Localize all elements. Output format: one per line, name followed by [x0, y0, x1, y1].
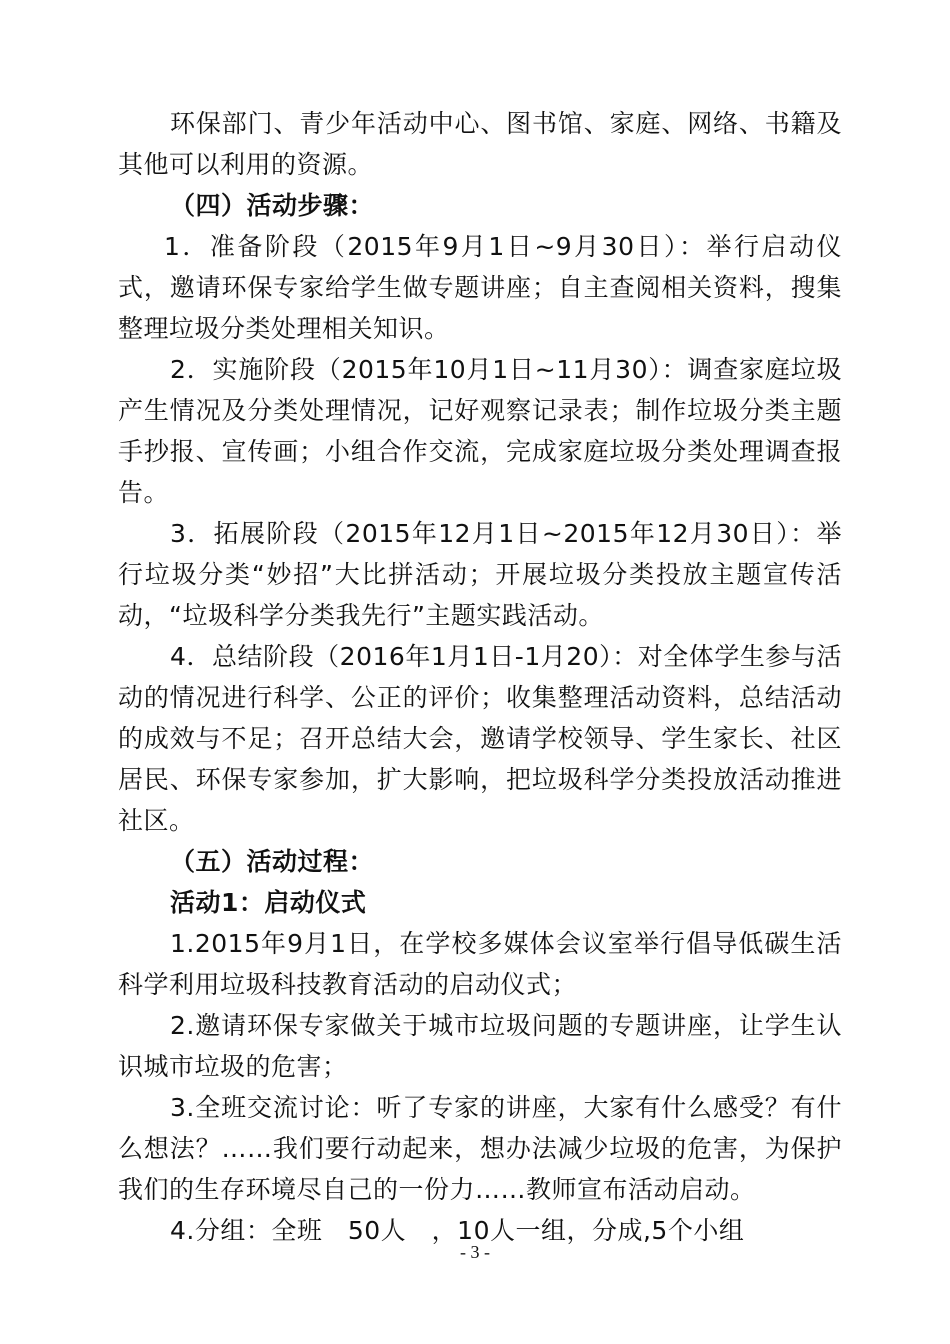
- heading-activity-steps: （四）活动步骤：: [170, 191, 375, 220]
- paragraph-item-2: 2.邀请环保专家做关于城市垃圾问题的专题讲座，让学生认识城市垃圾的危害；: [118, 1011, 842, 1081]
- heading-activity-1: 活动1：启动仪式: [170, 888, 367, 917]
- paragraph-step-preparation: 1．准备阶段（2015年9月1日~9月30日）：举行启动仪式，邀请环保专家给学生做专题讲座；自主查阅相关资料，搜集整理垃圾分类处理相关知识。: [118, 232, 842, 343]
- paragraph-item-1: 1.2015年9月1日，在学校多媒体会议室举行倡导低碳生活科学利用垃圾科技教育活动的启动仪式；: [118, 929, 842, 999]
- paragraph-step-summary: 4．总结阶段（2016年1月1日-1月20）：对全体学生参与活动的情况进行科学、公正的评价；收集整理活动资料，总结活动的成效与不足；召开总结大会，邀请学校领导、学生家长、社区居民、环保专家参加，扩大影响，把垃圾科学分类投放活动推进社区。: [118, 642, 842, 835]
- paragraph-item-4: 4.分组：全班 50人 ，10人一组，分成,5个小组: [170, 1216, 745, 1245]
- paragraph-resources: 环保部门、青少年活动中心、图书馆、家庭、网络、书籍及其他可以利用的资源。: [118, 109, 842, 179]
- paragraph-item-3: 3.全班交流讨论：听了专家的讲座，大家有什么感受？有什么想法？……我们要行动起来，想办法减少垃圾的危害，为保护我们的生存环境尽自己的一份力……教师宣布活动启动。: [118, 1093, 842, 1204]
- page-number: - 3 -: [460, 1242, 490, 1262]
- paragraph-step-implementation: 2．实施阶段（2015年10月1日~11月30）：调查家庭垃圾产生情况及分类处理情况，记好观察记录表；制作垃圾分类主题手抄报、宣传画；小组合作交流，完成家庭垃圾分类处理调查报告。: [118, 355, 842, 507]
- paragraph-step-expansion: 3．拓展阶段（2015年12月1日~2015年12月30日）：举行垃圾分类“妙招”大比拼活动；开展垃圾分类投放主题宣传活动，“垃圾科学分类我先行”主题实践活动。: [118, 519, 842, 630]
- document-body: [118, 103, 842, 1251]
- heading-activity-process: （五）活动过程：: [170, 847, 375, 876]
